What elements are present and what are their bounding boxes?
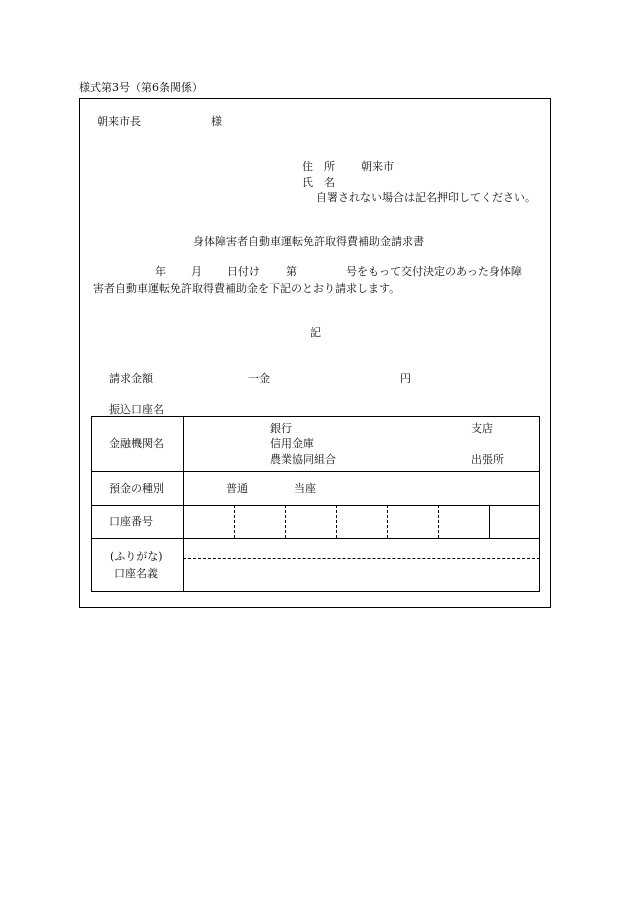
label-column-divider [183,416,184,592]
account-digit-divider [285,505,286,538]
account-digit-divider [438,505,439,538]
branch-type-shucchojo: 出張所 [471,453,504,466]
claim-ichikin: 一金 [248,372,270,385]
body-line1: 号をもって交付決定のあった身体障 [346,265,522,278]
document-title: 身体障害者自動車運転免許取得費補助金請求書 [193,235,424,248]
address-value: 朝来市 [361,160,394,173]
account-section-label: 振込口座名 [109,403,164,416]
body-no-prefix: 第 [286,265,297,278]
fin-type-ja: 農業協同組合 [270,453,336,466]
body-year: 年 [155,265,166,278]
financial-institution-label: 金融機関名 [109,437,164,450]
furigana-label: (ふりがな) [110,550,163,563]
table-rule [91,505,540,506]
account-digit-divider [234,505,235,538]
fin-type-bank: 銀行 [270,422,292,435]
ki-marker: 記 [310,326,321,339]
account-digit-divider [336,505,337,538]
deposit-type-label: 預金の種別 [109,482,164,495]
body-month: 月 [191,265,202,278]
claim-amount-label: 請求金額 [109,372,153,385]
form-number-label: 様式第3号（第6条関係） [79,81,203,94]
table-rule [91,471,540,472]
body-line2: 害者自動車運転免許取得費補助金を下記のとおり請求します。 [93,282,401,295]
account-number-label: 口座番号 [109,515,153,528]
fin-type-shinkin: 信用金庫 [270,437,314,450]
addressee-honorific: 様 [211,115,222,128]
name-label: 氏 名 [302,176,335,189]
address-label: 住 所 [302,160,335,173]
signature-note: 自署されない場合は記名押印してください。 [316,191,536,204]
deposit-option-futsu: 普通 [226,482,248,495]
account-digit-divider [387,505,388,538]
branch-type-shiten: 支店 [471,422,493,435]
furigana-dashed-rule [183,558,540,559]
table-rule [91,538,540,539]
claim-yen: 円 [400,372,411,385]
deposit-option-toza: 当座 [294,482,316,495]
addressee-name: 朝来市長 [97,115,141,128]
body-date-suffix: 日付け [227,265,260,278]
account-digit-divider [489,505,490,538]
account-holder-label: 口座名義 [114,567,158,580]
